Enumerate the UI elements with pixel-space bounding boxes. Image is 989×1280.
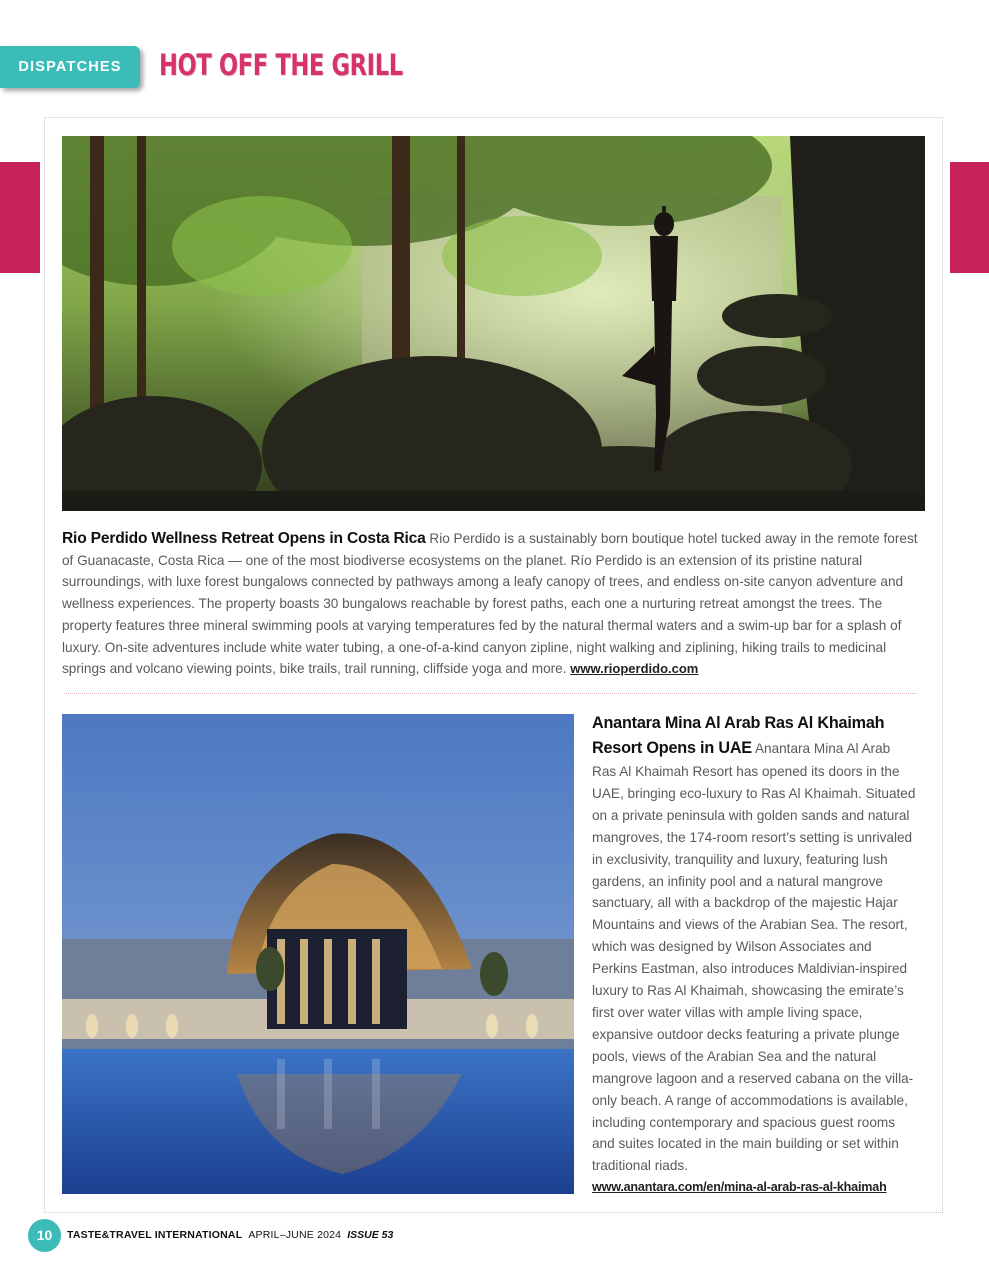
section-tag: DISPATCHES <box>0 46 140 88</box>
yoga-forest-photo <box>62 136 925 511</box>
left-edge-tab <box>0 162 40 273</box>
issue-number: ISSUE 53 <box>347 1229 394 1241</box>
issue-date: APRIL–JUNE 2024 <box>248 1229 342 1241</box>
anantara-resort-photo <box>62 714 574 1194</box>
article-headline: Rio Perdido Wellness Retreat Opens in Costa Rica <box>62 530 426 547</box>
article-rio-perdido <box>62 528 920 680</box>
article-headline: Anantara Mina Al Arab Ras Al Khaimah Resort Opens in UAE <box>592 714 885 757</box>
article-anantara <box>592 711 917 1199</box>
page-number: 10 <box>28 1219 61 1252</box>
anantara-link[interactable]: www.anantara.com/en/mina-al-arab-ras-al-khaimah <box>592 1180 887 1195</box>
right-edge-tab <box>950 162 989 273</box>
article-body: Anantara Mina Al Arab Ras Al Khaimah Resort has opened its doors in the UAE, bringing eco-luxury to Ras Al Khaimah. Situated on a private peninsula with golden sands and natural mangroves, the 174-room resort’s setting is unrivaled in exclusivity, tranquility and luxury, featuring lush gardens, an infinity pool and a natural mangrove sanctuary, all with a backdrop of the majestic Hajar Mountains and views of the Arabian Sea. The resort, which was designed by Wilson Associates and Perkins Eastman, also introduces Maldivian-inspired luxury to Ras Al Khaimah, showcasing the emirate’s first over water villas with ample living space, expansive outdoor decks featuring a private plunge pools, views of the Arabian Sea and the natural mangrove lagoon and a reserved cabana on the villa-only beach. A range of accommodations is available, including contemporary and spacious guest rooms and suites located in the main building or set within traditional riads. <box>592 741 916 1174</box>
publication-name: TASTE&TRAVEL INTERNATIONAL <box>67 1229 243 1241</box>
section-title: HOT OFF THE GRILL <box>159 48 403 82</box>
article-divider <box>64 693 917 694</box>
rioperdido-link[interactable]: www.rioperdido.com <box>570 661 699 677</box>
article-body: Rio Perdido is a sustainably born boutique hotel tucked away in the remote forest of Guanacaste, Costa Rica — one of the most biodiverse ecosystems on the planet. Río Perdido is an extension of its pristine natural surroundings, with luxe forest bungalows connected by pathways among a leafy canopy of trees, and endless on-site canyon adventure and wellness experiences. The property boasts 30 bungalows reachable by forest paths, each one a nurturing retreat amongst the trees. The property features three mineral swimming pools at varying temperatures fed by the natural thermal waters and a swim-up bar for a splash of luxury. On-site adventures include white water tubing, a one-of-a-kind canyon zipline, night walking and ziplining, hiking trails to medicinal springs and volcano viewing points, bike trails, trail running, cliffside yoga and more. <box>62 531 918 677</box>
page-footer <box>28 1218 393 1252</box>
